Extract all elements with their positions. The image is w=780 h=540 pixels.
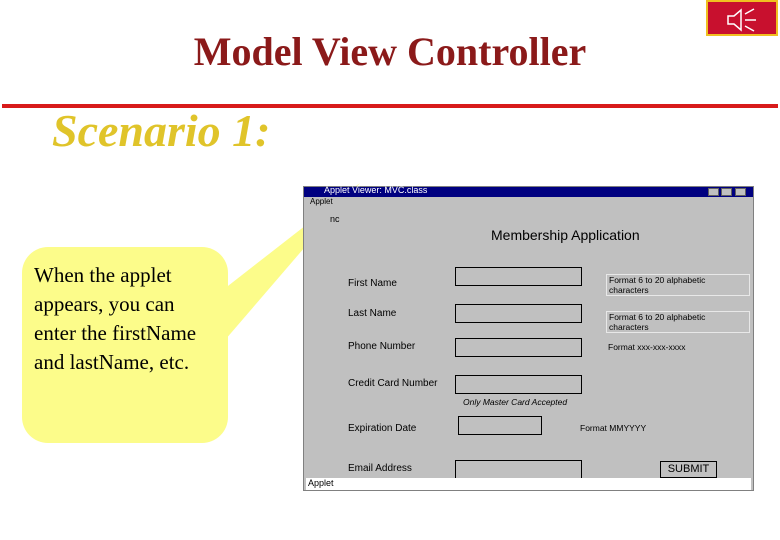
scenario-heading: Scenario 1: [52,105,271,156]
window-titlebar [304,187,753,197]
first-name-hint: Format 6 to 20 alphabetic characters [606,274,750,296]
submit-button[interactable]: SUBMIT [660,461,717,478]
email-address-label: Email Address [348,463,412,474]
expiration-date-input[interactable] [458,416,542,435]
applet-statusbar [306,478,751,490]
first-name-input[interactable] [455,267,582,286]
expiration-date-label: Expiration Date [348,423,417,434]
minimize-button[interactable] [708,188,719,196]
window-title: Applet Viewer: MVC.class [324,185,428,195]
email-address-input[interactable] [455,460,582,479]
phone-number-label: Phone Number [348,341,416,352]
last-name-hint: Format 6 to 20 alphabetic characters [606,311,750,333]
phone-number-input[interactable] [455,338,582,357]
applet-viewer-window [303,186,754,491]
credit-card-input[interactable] [455,375,582,394]
expiration-date-hint: Format MMYYYY [580,423,647,433]
callout-text: When the applet appears, you can enter the firstName and lastName, etc. [34,263,197,374]
last-name-label: Last Name [348,308,397,319]
credit-card-note: Only Master Card Accepted [463,397,568,407]
phone-number-hint: Format xxx-xxx-xxxx [608,342,686,352]
first-name-label: First Name [348,278,397,289]
close-button[interactable] [735,188,746,196]
maximize-button[interactable] [721,188,732,196]
form-title: Membership Application [491,227,640,243]
credit-card-label: Credit Card Number [348,378,438,389]
applet-menubar [306,198,751,206]
membership-form [344,206,750,478]
menu-applet[interactable]: Applet [310,197,333,206]
last-name-input[interactable] [455,304,582,323]
left-edge-text: nc [330,214,340,224]
slide-title: Model View Controller [193,29,587,74]
callout-bubble [22,247,228,443]
status-text: Applet [308,478,334,488]
